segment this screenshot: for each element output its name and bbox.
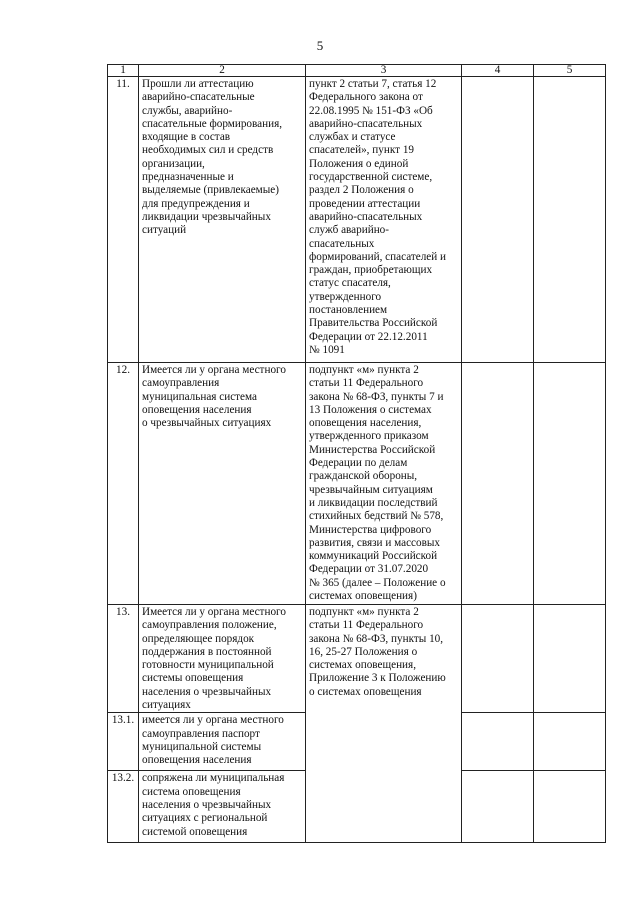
requirement-question: Прошли ли аттестацию аварийно-спасательные службы, аварийно- спасательные формирования, входящие в состав необходимых сил и средств организации, предназначенные и выделяемые (привлекаемые) для предупреждения и ликвидации чрезвычайных ситуаций (139, 77, 306, 363)
requirement-question: Имеется ли у органа местного самоуправления муниципальная система оповещения населения о чрезвычайных ситуациях (139, 363, 306, 605)
requirement-question: имеется ли у органа местного самоуправления паспорт муниципальной системы оповещения населения (139, 713, 306, 771)
note-cell (534, 77, 606, 363)
page-number: 5 (316, 38, 324, 53)
note-cell (534, 605, 606, 713)
checklist-table (107, 64, 606, 843)
legal-basis: подпункт «м» пункта 2 статьи 11 Федерального закона № 68-ФЗ, пункты 7 и 13 Положения о системах оповещения населения, утвержденного приказом Министерства Российской Федерации по делам гражданской обороны, чрезвычайным ситуациям и ликвидации последствий стихийных бедствий № 578, Министерства цифрового развития, связи и массовых коммуникаций Российской Федерации от 31.07.2020 № 365 (далее – Положение о системах оповещения) (306, 363, 462, 605)
column-header: 3 (306, 65, 462, 77)
row-number: 13.2. (108, 771, 139, 843)
note-cell (534, 713, 606, 771)
legal-basis: пункт 2 статьи 7, статья 12 Федерального закона от 22.08.1995 № 151-ФЗ «Об аварийно-спасательных службах и статусе спасателей», пункт 19 Положения о единой государственной системе, раздел 2 Положения о проведении аттестации аварийно-спасательных служб аварийно- спасательных формирований, спасателей и граждан, приобретающих статус спасателя, утвержденного постановлением Правительства Российской Федерации от 22.12.2011 № 1091 (306, 77, 462, 363)
answer-cell (462, 77, 534, 363)
note-cell (534, 363, 606, 605)
requirement-question: Имеется ли у органа местного самоуправления положение, определяющее порядок поддержания в постоянной готовности муниципальной системы оповещения населения о чрезвычайных ситуациях (139, 605, 306, 713)
table-header-row (108, 65, 606, 77)
column-header: 1 (108, 65, 139, 77)
answer-cell (462, 605, 534, 713)
table-row (108, 605, 606, 713)
table-row (108, 363, 606, 605)
requirement-question: сопряжена ли муниципальная система оповещения населения о чрезвычайных ситуациях с региональной системой оповещения (139, 771, 306, 843)
column-header: 5 (534, 65, 606, 77)
row-number: 11. (108, 77, 139, 363)
row-number: 12. (108, 363, 139, 605)
row-number: 13.1. (108, 713, 139, 771)
legal-basis: подпункт «м» пункта 2 статьи 11 Федерального закона № 68-ФЗ, пункты 10, 16, 25-27 Положения о системах оповещения, Приложение 3 к Положению о системах оповещения (306, 605, 462, 843)
column-header: 4 (462, 65, 534, 77)
column-header: 2 (139, 65, 306, 77)
row-number: 13. (108, 605, 139, 713)
answer-cell (462, 713, 534, 771)
answer-cell (462, 363, 534, 605)
table-row (108, 77, 606, 363)
note-cell (534, 771, 606, 843)
answer-cell (462, 771, 534, 843)
